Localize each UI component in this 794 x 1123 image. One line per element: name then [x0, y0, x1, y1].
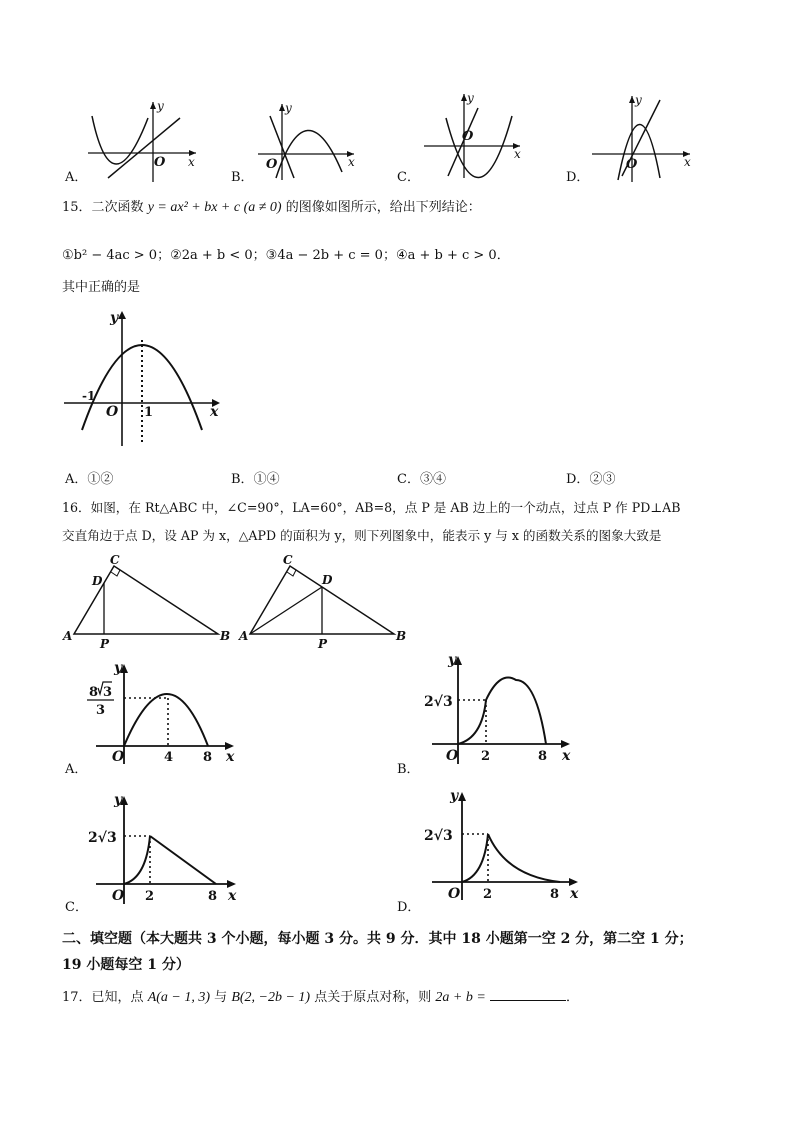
q14-option-a-label[interactable]: A． — [65, 170, 88, 185]
q16-option-c-label[interactable]: C． — [65, 900, 88, 915]
q15-stem — [62, 200, 481, 216]
q16-triangle-fig1 — [60, 552, 240, 652]
graph-a-origin: O — [112, 749, 125, 765]
fig1-label-d: D — [92, 574, 103, 588]
q16-graph-b — [420, 650, 600, 770]
graph-b-xtick-2: 2 — [481, 749, 491, 764]
q15-option-d[interactable] — [566, 472, 615, 488]
option-text: ①④ — [253, 472, 280, 487]
graph-d-xtick-2: 2 — [483, 887, 493, 902]
q15-axis-y: y — [110, 310, 119, 326]
axis-x-label: x — [514, 147, 521, 161]
origin-label: O — [266, 157, 278, 172]
fig2-label-p: P — [318, 637, 328, 651]
fig1-label-p: P — [100, 637, 110, 651]
graph-b-origin: O — [446, 748, 459, 764]
option-text: ③④ — [419, 472, 446, 487]
q16-stem-line1: 16．如图，在 Rt△ABC 中，∠C=90°，LA=60°，AB=8，点 P 是 AB 边上的一个动点，过点 P 作 PD⊥AB — [62, 500, 681, 515]
graph-d-ytick: 2√3 — [424, 828, 453, 844]
graph-c-xtick-8: 8 — [208, 889, 218, 904]
section2-heading-line1: 二、填空题（本大题共 3 个小题，每小题 3 分。共 9 分．其中 18 小题第一空 2 分，第二空 1 分； — [62, 931, 693, 947]
q15-origin: O — [106, 404, 119, 420]
q15-stem-prefix: 15．二次函数 — [62, 200, 144, 215]
q15-option-c[interactable] — [397, 472, 446, 488]
graph-a-ytick-rad: 3 — [103, 685, 113, 700]
q14-option-d-label[interactable]: D． — [566, 170, 590, 185]
q17-middle: 与 — [214, 990, 228, 1005]
q16-option-d-label[interactable]: D． — [397, 900, 421, 915]
origin-label: O — [154, 155, 166, 170]
q16-stem-line2: 交直角边于点 D，设 AP 为 x，△APD 的面积为 y，则下列图象中，能表示 y 与 x 的函数关系的图象大致是 — [62, 528, 662, 543]
graph-c-y-label: y — [114, 792, 123, 808]
fig2-label-a: A — [239, 629, 249, 643]
option-text: ②③ — [589, 472, 616, 487]
graph-c-xtick-2: 2 — [145, 889, 155, 904]
q15-axis-x: x — [210, 404, 219, 420]
q16-graph-c — [86, 790, 256, 910]
graph-a-ytick-den: 3 — [96, 703, 106, 718]
graph-a-xtick-8: 8 — [203, 750, 213, 765]
axis-x-label: x — [188, 155, 195, 169]
q17-suffix: 点关于原点对称，则 — [314, 990, 432, 1005]
q15-stem-formula: y = ax² + bx + c (a ≠ 0) — [147, 200, 282, 215]
q17-stem — [62, 988, 579, 1006]
q15-one: 1 — [144, 405, 154, 420]
q16-graph-a — [86, 658, 261, 773]
q17-point-a: A(a − 1, 3) — [147, 990, 211, 1005]
q14-graph-d — [590, 92, 710, 184]
fig1-label-c: C — [110, 553, 120, 567]
graph-c-ytick: 2√3 — [88, 830, 117, 846]
origin-label: O — [626, 157, 638, 172]
graph-a-ytick-num: 8 — [89, 685, 99, 700]
q14-option-c-label[interactable]: C． — [397, 170, 420, 185]
fig2-label-b: B — [396, 629, 407, 643]
q15-stem-suffix: 的图像如图所示，给出下列结论： — [285, 200, 481, 215]
graph-b-ytick: 2√3 — [424, 694, 453, 710]
q14-graph-a — [80, 96, 220, 186]
graph-d-x-label: x — [570, 886, 579, 902]
axis-y-label: y — [285, 101, 292, 115]
q14-graph-b — [254, 96, 374, 186]
axis-x-label: x — [348, 155, 355, 169]
q15-minus-one: -1 — [82, 389, 96, 403]
fig2-label-c: C — [283, 553, 293, 567]
q17-end: ． — [565, 990, 579, 1005]
q15-graph — [58, 306, 228, 456]
option-label: B． — [231, 472, 254, 487]
axis-x-label: x — [684, 155, 691, 169]
option-label: D． — [566, 472, 590, 487]
axis-y-label: y — [635, 93, 642, 107]
fig1-label-a: A — [63, 629, 73, 643]
graph-b-xtick-8: 8 — [538, 749, 548, 764]
q16-triangle-fig2 — [236, 552, 416, 652]
q15-option-b[interactable] — [231, 472, 280, 488]
fig1-label-b: B — [220, 629, 231, 643]
graph-b-x-label: x — [562, 748, 571, 764]
option-label: C． — [397, 472, 420, 487]
q17-answer-blank[interactable] — [490, 988, 566, 1001]
graph-c-x-label: x — [228, 888, 237, 904]
graph-d-origin: O — [448, 886, 461, 902]
q15-option-a[interactable] — [65, 472, 113, 488]
fig2-label-d: D — [322, 573, 333, 587]
axis-y-label: y — [467, 91, 474, 105]
graph-a-xtick-4: 4 — [164, 750, 174, 765]
graph-d-y-label: y — [450, 788, 459, 804]
q14-option-b-label[interactable]: B． — [231, 170, 254, 185]
q16-option-b-label[interactable]: B． — [397, 762, 420, 777]
graph-b-y-label: y — [448, 652, 457, 668]
graph-c-origin: O — [112, 888, 125, 904]
graph-d-xtick-8: 8 — [550, 887, 560, 902]
option-text: ①② — [87, 472, 114, 487]
origin-label: O — [462, 129, 474, 144]
q17-prefix: 17．已知，点 — [62, 990, 144, 1005]
q17-point-b: B(2, −2b − 1) — [231, 990, 311, 1005]
graph-a-y-label: y — [114, 660, 123, 676]
option-label: A． — [65, 472, 88, 487]
q15-question: 其中正确的是 — [62, 280, 141, 295]
q15-conclusions: ①b² − 4ac > 0；②2a + b < 0；③4a − 2b + c = 0；④a + b + c > 0． — [62, 248, 510, 263]
section2-heading-line2: 19 小题每空 1 分） — [62, 957, 190, 973]
q16-graph-d — [420, 786, 600, 906]
q17-expr: 2a + b = — [435, 990, 486, 1005]
axis-y-label: y — [157, 99, 164, 113]
graph-a-x-label: x — [226, 749, 235, 765]
q14-graph-c — [420, 90, 540, 180]
q16-option-a-label[interactable]: A． — [65, 762, 88, 777]
